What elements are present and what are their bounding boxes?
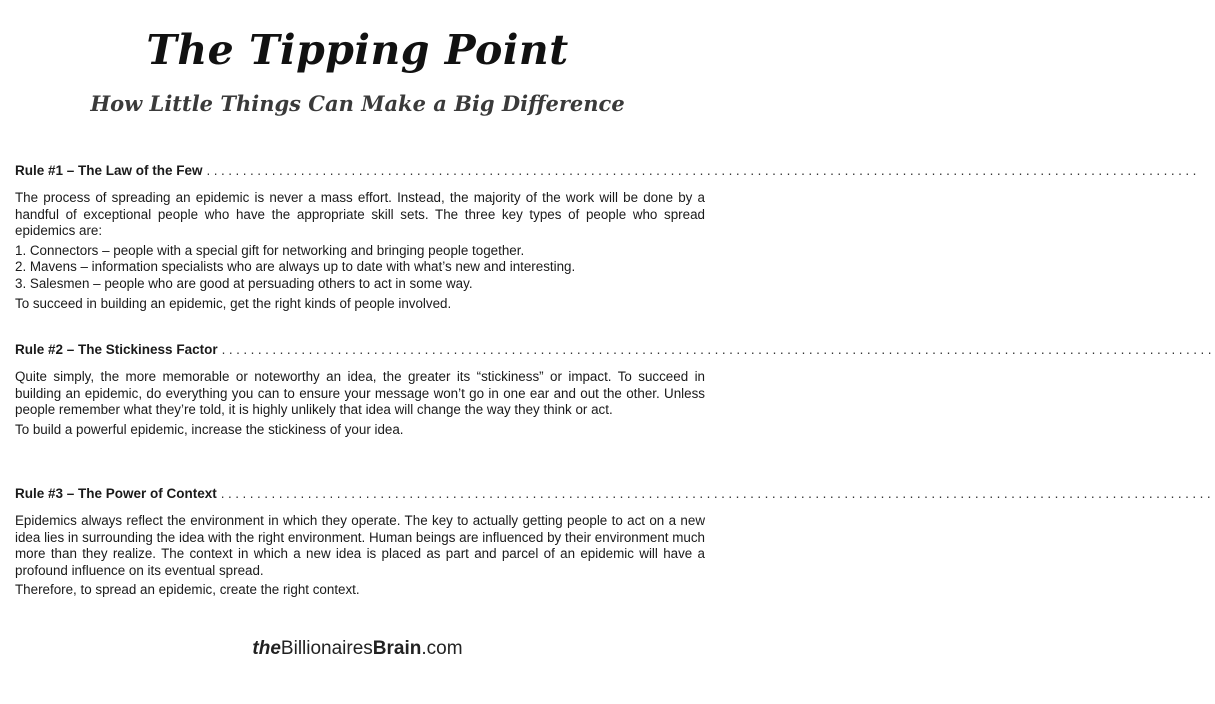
list-item: 1. Connectors – people with a special gift for networking and bringing people together. <box>15 242 525 258</box>
rule-2-heading-row <box>15 342 1215 357</box>
rule-3-heading: Rule #3 – The Power of Context <box>15 486 217 501</box>
leader-dots: ......................................................................................................................................... <box>220 486 1215 501</box>
rule-3-conclusion: Therefore, to spread an epidemic, create the right context. <box>15 582 360 598</box>
rule-2-conclusion: To build a powerful epidemic, increase the stickiness of your idea. <box>15 421 404 437</box>
rule-3-section <box>15 486 1215 602</box>
rule-2-heading: Rule #2 – The Stickiness Factor <box>15 342 218 357</box>
page-subtitle: How Little Things Can Make a Big Difference <box>90 91 625 116</box>
rule-3-intro: Epidemics always reflect the environment in which they operate. The key to actually getting people to act on a new idea lies in surrounding the idea with the right environment. Human beings are influenced by their environment much more than they realize. The context in which a new idea is placed as part and parcel of an epidemic will have a profound influence on its eventual spread. <box>15 513 705 578</box>
rule-2-section <box>15 342 1215 441</box>
rule-1-heading: Rule #1 – The Law of the Few <box>15 163 203 178</box>
rule-1-heading-row <box>15 163 1200 178</box>
rule-1-section <box>15 163 1200 315</box>
rule-1-intro: The process of spreading an epidemic is never a mass effort. Instead, the majority of the work will be done by a handful of exceptional people who have the appropriate skill sets. The three key types of people who spread epidemics are: <box>15 190 705 239</box>
brand-part-billionaires: Billionaires <box>280 638 373 659</box>
leader-dots: ......................................................................................................................................... <box>206 163 1200 178</box>
brand-logo <box>0 638 715 660</box>
brand-part-domain: .com <box>421 638 463 659</box>
list-item: 2. Mavens – information specialists who are always up to date with what’s new and interesting. <box>15 259 576 275</box>
page-title: The Tipping Point <box>146 26 569 74</box>
rule-3-heading-row <box>15 486 1215 501</box>
leader-dots: ......................................................................................................................................... <box>221 342 1215 357</box>
rule-1-list <box>15 243 705 293</box>
brand-part-brain: Brain <box>372 638 422 659</box>
rule-1-conclusion: To succeed in building an epidemic, get the right kinds of people involved. <box>15 295 452 311</box>
rule-2-intro: Quite simply, the more memorable or noteworthy an idea, the greater its “stickiness” or impact. To succeed in building an epidemic, do everything you can to ensure your message won’t go in one ear and out the other. Unless people remember what they’re told, it is highly unlikely that idea will change the way they think or act. <box>15 369 705 418</box>
brand-part-the: the <box>252 638 281 659</box>
list-item: 3. Salesmen – people who are good at persuading others to act in some way. <box>15 275 473 291</box>
